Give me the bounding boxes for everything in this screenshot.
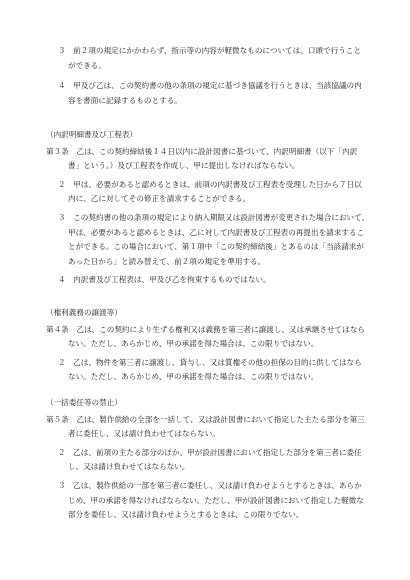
paragraph-line: ３ 乙は、製作供給の一部を第三者に委任し、又は請け負わせようとするときは、あらか	[58, 480, 362, 490]
paragraph-line: ２ 甲は、必要があると認めるときは、前項の内訳書及び工程表を受理した日から７日以	[58, 179, 362, 189]
article-line: 者に委任し、又は請け負わせてはならない。	[68, 429, 220, 439]
paragraph-line: ２ 乙は、前項の主たる部分のほか、甲が設計図書において指定した部分を第三者に委任	[58, 447, 362, 457]
paragraph-line: 容を書面に記録するものとする。	[68, 95, 182, 105]
paragraph-line: ４ 内訳書及び工程表は、甲及び乙を拘束するものではない。	[58, 275, 271, 285]
article-line: 第４条 乙は、この契約により生ずる権利又は義務を第三者に譲渡し、又は承継させてはなら	[46, 324, 365, 334]
article-line: 第５条 乙は、製作供給の全部を一括して、又は設計図書において指定した主たる部分を第三	[46, 414, 365, 424]
paragraph-line: ３ 前２項の規定にかかわらず、指示等の内容が軽微なものについては、口頭で行うこと	[58, 46, 361, 55]
paragraph-line: ができる。	[68, 60, 106, 70]
section-heading: （権利義務の譲渡等）	[46, 308, 122, 317]
top-continuation	[0, 44, 410, 108]
article-line: 書」という。）及び工程表を作成し、甲に提出しなければならない。	[68, 161, 300, 171]
article-line: 第３条 乙は、この契約締結後１４日以内に設計図書に基づいて、内訳明細書（以下「内訳	[46, 146, 358, 156]
article-3-section	[0, 128, 410, 288]
paragraph-line: あった日から」と読み替えて、前２項の規定を準用する。	[68, 256, 266, 266]
section-heading: （一括委任等の禁止）	[46, 398, 122, 407]
paragraph-line: 内に、乙に対してその修正を請求することができる。	[68, 194, 251, 204]
paragraph-line: とができる。この場合において、第１項中「この契約締結後」とあるのは「当該請求が	[68, 242, 364, 252]
article-4-section	[0, 306, 410, 385]
paragraph-line: 部分を委任し、又は請け負わせようとするときは、この限りでない。	[68, 510, 304, 520]
paragraph-line: ない。ただし、あらかじめ、甲の承諾を得た場合は、この限りではない。	[68, 372, 319, 382]
paragraph-line: 甲は、必要があると認めるときは、乙に対して内訳書及び工程表の再提出を請求するこ	[68, 227, 365, 237]
paragraph-line: ４ 甲及び乙は、この契約書の他の条項の規定に基づき協議を行うときは、当該協議の内	[58, 81, 362, 91]
paragraph-line: ３ この契約書の他の条項の規定により納入期限又は設計図書が変更された場合において、	[58, 212, 370, 222]
article-5-section	[0, 396, 410, 523]
section-heading: （内訳明細書及び工程表）	[46, 130, 138, 139]
paragraph-line: じめ、甲の承諾を得なければならない。ただし、甲が設計図書において指定した軽微な	[68, 495, 364, 505]
paragraph-line: ２ 乙は、物件を第三者に譲渡し、貸与し、又は質権その他の担保の目的に供してはなら	[58, 357, 362, 367]
article-line: ない。ただし、あらかじめ、甲の承諾を得た場合は、この限りではない。	[68, 339, 319, 349]
paragraph-line: し、又は請け負わせてはならない。	[68, 462, 190, 472]
